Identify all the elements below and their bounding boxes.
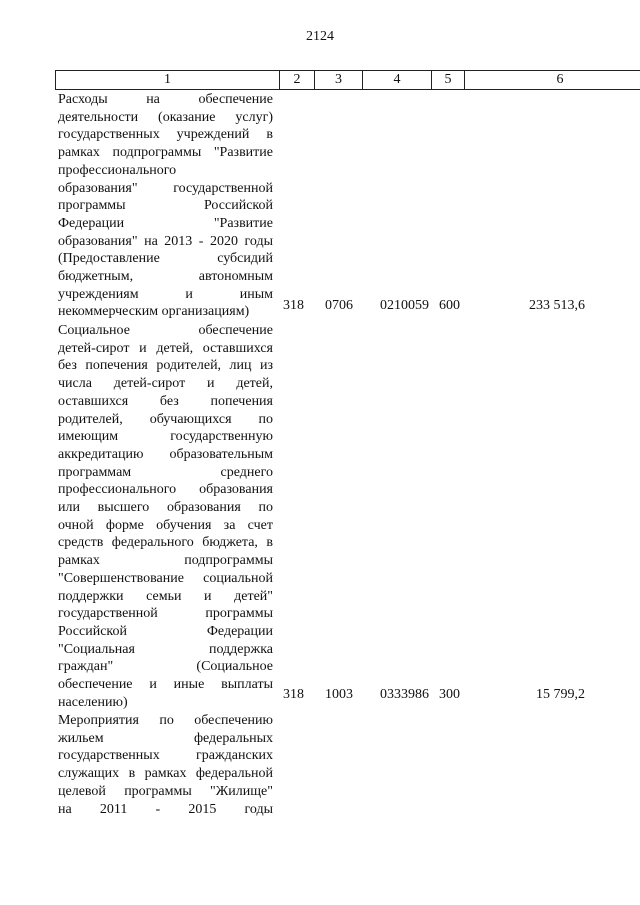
row-3-line: целевой программы "Жилище" xyxy=(58,783,273,799)
row-2-description xyxy=(58,322,273,711)
row-2-line: аккредитацию образовательным xyxy=(58,446,273,462)
row-2-line: обеспечение и иные выплаты xyxy=(58,677,273,693)
header-col-6: 6 xyxy=(556,72,564,87)
row-1-line: рамках подпрограммы "Развитие xyxy=(58,145,273,161)
row-1-sum: 233 513,6 xyxy=(529,298,585,313)
row-2-line: без попечения родителей, лиц из xyxy=(58,358,273,374)
row-3-line: государственных гражданских xyxy=(58,748,273,764)
row-2-line: профессионального образования xyxy=(58,482,273,498)
row-2-csr: 0333986 xyxy=(380,687,429,702)
header-col-2: 2 xyxy=(280,71,315,89)
row-2-line: оставшихся без попечения xyxy=(58,393,273,409)
row-2-line: родителей, обучающихся по xyxy=(58,411,273,427)
row-1-line: Федерации "Развитие xyxy=(58,215,273,231)
row-2-line: или высшего образования по xyxy=(58,500,273,516)
row-3-line: Мероприятия по обеспечению xyxy=(58,713,273,728)
row-2-line: "Совершенствование социальной xyxy=(58,570,273,586)
row-2-line: имеющим государственную xyxy=(58,429,273,445)
row-2-sum: 15 799,2 xyxy=(536,687,585,702)
row-2-line: граждан" (Социальное xyxy=(58,659,273,675)
page-number: 2124 xyxy=(306,29,334,44)
row-1-line: Расходы на обеспечение xyxy=(58,92,273,107)
row-2-line: населению) xyxy=(58,694,128,710)
row-2-line: числа детей-сирот и детей, xyxy=(58,376,273,392)
row-2-line: Российской Федерации xyxy=(58,623,273,639)
row-1-line: учреждениям и иным xyxy=(58,286,273,302)
row-2-line: средств федерального бюджета, в xyxy=(58,535,273,551)
row-3-description xyxy=(58,712,273,818)
row-1-vr: 600 xyxy=(439,298,460,313)
row-2-vr: 300 xyxy=(439,687,460,702)
row-1-line: некоммерческим организациям) xyxy=(58,304,250,320)
row-3-line: служащих в рамках федеральной xyxy=(58,766,273,782)
row-2-line: программам среднего xyxy=(58,464,273,480)
row-3-line: на 2011 - 2015 годы xyxy=(58,801,273,817)
row-1-description xyxy=(58,91,273,321)
row-3-line: жильем федеральных xyxy=(58,730,273,746)
row-1-line: профессионального xyxy=(58,162,177,178)
row-1-rz: 0706 xyxy=(325,298,353,313)
header-col-1: 1 xyxy=(56,71,280,89)
row-2-line: Социальное обеспечение xyxy=(58,323,273,338)
row-2-line: государственной программы xyxy=(58,606,273,622)
row-2-line: рамках подпрограммы xyxy=(58,553,273,569)
row-1-line: программы Российской xyxy=(58,198,273,214)
row-1-line: деятельности (оказание услуг) xyxy=(58,109,273,125)
header-col-3: 3 xyxy=(315,71,363,89)
row-1-line: (Предоставление субсидий xyxy=(58,251,273,267)
row-2-line: очной форме обучения за счет xyxy=(58,517,273,533)
table-header-row xyxy=(55,70,640,90)
row-1-csr: 0210059 xyxy=(380,298,429,313)
row-2-line: детей-сирот и детей, оставшихся xyxy=(58,340,273,356)
header-col-5: 5 xyxy=(432,71,465,89)
row-2-rz: 1003 xyxy=(325,687,353,702)
row-1-line: бюджетным, автономным xyxy=(58,269,273,285)
row-1-line: образования" на 2013 - 2020 годы xyxy=(58,233,273,249)
row-2-gr: 318 xyxy=(283,687,304,702)
row-2-line: поддержки семьи и детей" xyxy=(58,588,273,604)
row-1-gr: 318 xyxy=(283,298,304,313)
row-1-line: образования" государственной xyxy=(58,180,273,196)
row-2-line: "Социальная поддержка xyxy=(58,641,273,657)
header-col-4: 4 xyxy=(363,71,432,89)
row-1-line: государственных учреждений в xyxy=(58,127,273,143)
